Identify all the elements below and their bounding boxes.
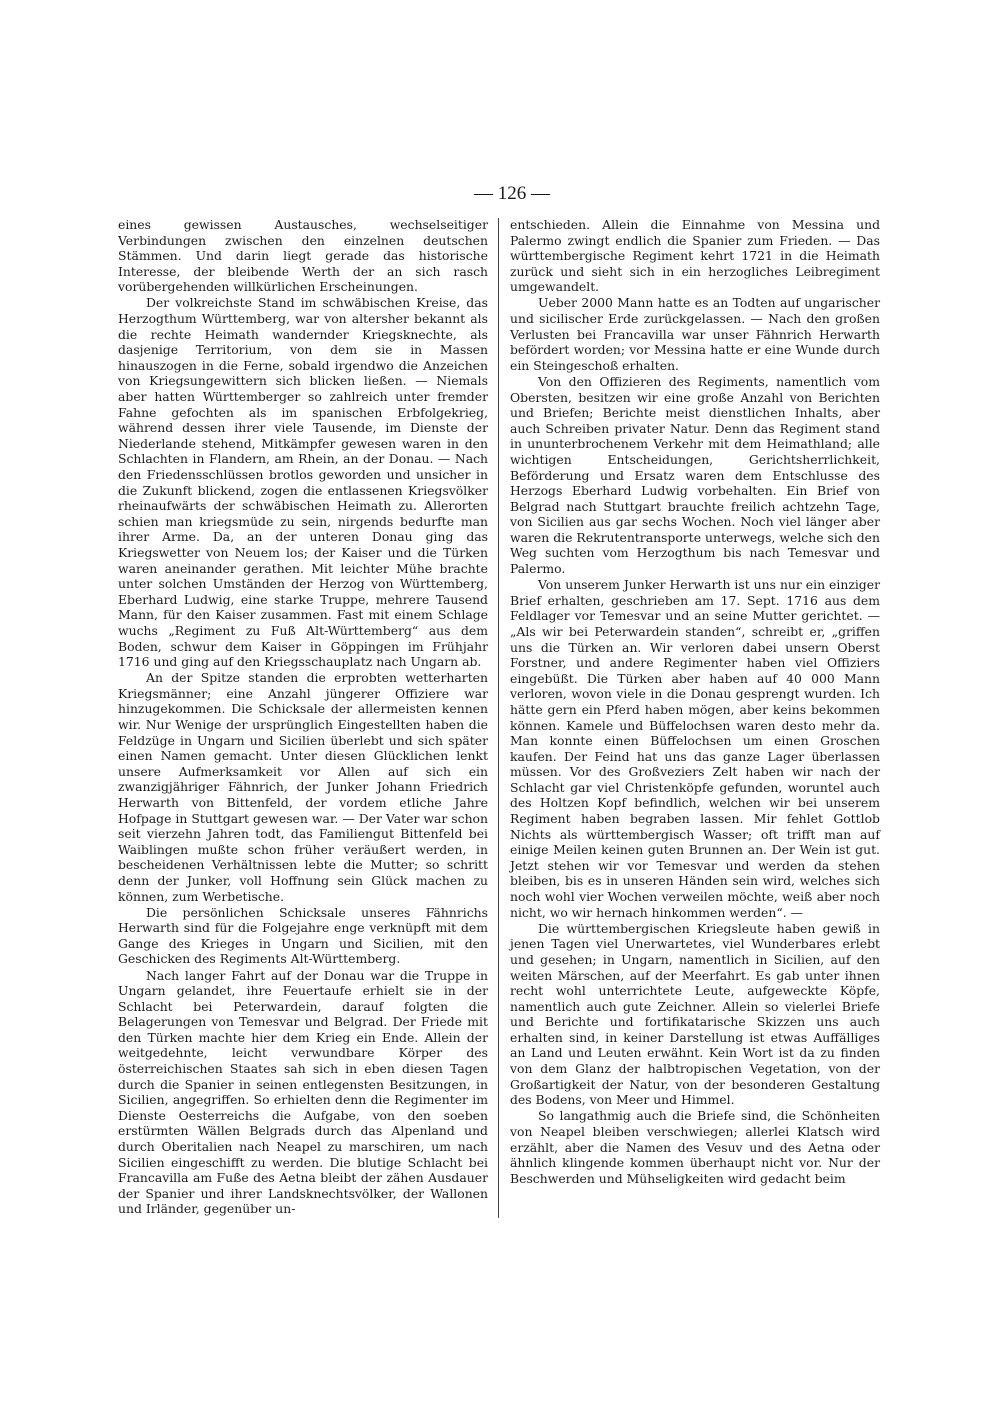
paragraph: Die persönlichen Schicksale unseres Fähnrichs Herwarth sind für die Folgejahre enge verknüpft mit dem Gange des Krieges in Ungarn und Sicilien, mit den Geschicken des Regiments Alt-Württemberg. bbox=[118, 904, 488, 967]
paragraph: Die württembergischen Kriegsleute haben gewiß in jenen Tagen viel Unerwartetes, viel Wunderbares erlebt und gesehen; in Ungarn, namentlich in Sicilien, auf den weiten Märschen, auf der Meerfahrt. Es gab unter ihnen recht wohl unterrichtete Leute, aufgeweckte Köpfe, namentlich auch gute Zeichner. Allein so vielerlei Briefe und Berichte und fortifikatarische Skizzen uns auch erhalten sind, in keiner Darstellung ist etwas Auffälliges an Land und Leuten erwähnt. Kein Wort ist da zu finden von dem Glanz der halbtropischen Vegetation, von der Großartigkeit der Natur, von der besonderen Gestaltung des Bodens, von Meer und Himmel. bbox=[510, 920, 880, 1108]
left-column bbox=[118, 217, 488, 1218]
paragraph: Ueber 2000 Mann hatte es an Todten auf ungarischer und sicilischer Erde zurückgelassen. — Nach den großen Verlusten bei Francavilla war unser Fähnrich Herwarth befördert worden; vor Messina hatte er eine Wunde durch ein Steingeschoß erhalten. bbox=[510, 295, 880, 373]
paragraph: So langathmig auch die Briefe sind, die Schönheiten von Neapel bleiben verschwiegen; allerlei Klatsch wird erzählt, aber die Namen des Vesuv und des Aetna oder ähnlich klingende kommen überhaupt nicht vor. Nur der Beschwerden und Mühseligkeiten wird gedacht beim bbox=[510, 1108, 880, 1186]
paragraph: Nach langer Fahrt auf der Donau war die Truppe in Ungarn gelandet, ihre Feuertaufe erhielt sie in der Schlacht bei Peterwardein, darauf folgten die Belagerungen von Temesvar und Belgrad. Der Friede mit den Türken machte hier dem Krieg ein Ende. Allein der weitgedehnte, leicht verwundbare Körper des österreichischen Staates sah sich in eben diesen Tagen durch die Spanier in seinen entlegensten Besitzungen, in Sicilien, angegriffen. So erhielten denn die Regimenter im Dienste Oesterreichs die Aufgabe, von den soeben erstürmten Wällen Belgrads durch das Alpenland und durch Oberitalien nach Neapel zu marschiren, um nach Sicilien eingeschifft zu werden. Die blutige Schlacht bei Francavilla am Fuße des Aetna bleibt der zähen Ausdauer der Spanier und ihrer Landsknechtsvölker, der Wallonen und Irländer, gegenüber un- bbox=[118, 967, 488, 1217]
right-column bbox=[510, 217, 880, 1187]
paragraph: Von den Offizieren des Regiments, namentlich vom Obersten, besitzen wir eine große Anzahl von Berichten und Briefen; Berichte meist dienstlichen Inhalts, aber auch Schreiben privater Natur. Denn das Regiment stand in ununterbrochenem Verkehr mit dem Heimathland; alle wichtigen Entscheidungen, Gerichtsherrlichkeit, Beförderung und Ersatz waren dem Entschlusse des Herzogs Eberhard Ludwig vorbehalten. Ein Brief von Belgrad nach Stuttgart brauchte freilich achtzehn Tage, von Sicilien aus gar sechs Wochen. Noch viel länger aber waren die Rekrutentransporte unterwegs, welche sich den Weg suchten vom Herzogthum bis nach Temesvar und Palermo. bbox=[510, 373, 880, 577]
paragraph: eines gewissen Austausches, wechselseitiger Verbindungen zwischen den einzelnen deutschen Stämmen. Und darin liegt gerade das historische Interesse, der bleibende Werth der an sich rasch vorübergehenden willkürlichen Erscheinungen. bbox=[118, 217, 488, 295]
paragraph: Der volkreichste Stand im schwäbischen Kreise, das Herzogthum Württemberg, war von altersher bekannt als die rechte Heimath wandernder Kriegsknechte, als dasjenige Territorium, von dem sie in Massen hinauszogen in die Ferne, sobald irgendwo die Anzeichen von Kriegsungewittern sich blicken ließen. — Niemals aber hatten Württemberger so zahlreich unter fremder Fahne gefochten als im spanischen Erbfolgekrieg, während dessen ihrer viele Tausende, im Dienste der Niederlande stehend, Mitkämpfer gewesen waren in den Schlachten in Flandern, am Rhein, an der Donau. — Nach den Friedensschlüssen brotlos geworden und unsicher in die Zukunft blickend, zogen die entlassenen Kriegsvölker rheinaufwärts der schwäbischen Heimath zu. Allerorten schien man kriegsmüde zu sein, nirgends bedurfte man ihrer Arme. Da, an der unteren Donau ging das Kriegswetter von Neuem los; der Kaiser und die Türken waren aneinander gerathen. Mit leichter Mühe brachte unter solchen Umständen der Herzog von Württemberg, Eberhard Ludwig, eine starke Truppe, mehrere Tausend Mann, für den Kaiser zusammen. Fast mit einem Schlage wuchs „Regiment zu Fuß Alt-Württemberg“ aus dem Boden, schwur dem Kaiser in Göppingen im Frühjahr 1716 und ging auf den Kriegsschauplatz nach Ungarn ab. bbox=[118, 295, 488, 670]
paragraph: entschieden. Allein die Einnahme von Messina und Palermo zwingt endlich die Spanier zum Frieden. — Das württembergische Regiment kehrt 1721 in die Heimath zurück und sieht sich in ein herzogliches Leibregiment umgewandelt. bbox=[510, 217, 880, 295]
paragraph: An der Spitze standen die erprobten wetterharten Kriegsmänner; eine Anzahl jüngerer Offiziere war hinzugekommen. Die Schicksale der allermeisten kennen wir. Nur Wenige der ursprünglich Eingestellten haben die Feldzüge in Ungarn und Sicilien überlebt und sich später einen Namen gemacht. Unter diesen Glücklichen lenkt unsere Aufmerksamkeit vor Allen auf sich ein zwanzigjähriger Fähnrich, der Junker Johann Friedrich Herwarth von Bittenfeld, der vordem etliche Jahre Hofpage in Stuttgart gewesen war. — Der Vater war schon seit vierzehn Jahren todt, das Familiengut Bittenfeld bei Waiblingen mußte schon früher veräußert werden, in bescheidenen Verhältnissen lebte die Mutter; so schritt denn der Junker, voll Hoffnung sein Glück machen zu können, zum Werbetische. bbox=[118, 670, 488, 904]
page-number: — 126 — bbox=[474, 183, 550, 204]
paragraph: Von unserem Junker Herwarth ist uns nur ein einziger Brief erhalten, geschrieben am 17. Sept. 1716 aus dem Feldlager vor Temesvar und an seine Mutter gerichtet. — „Als wir bei Peterwardein standen“, schreibt er, „griffen uns die Türken an. Wir verloren dabei unsern Oberst Forstner, und andere Regimenter haben viel Offiziers eingebüßt. Die Türken aber haben auf 40 000 Mann verloren, wovon viele in die Donau gesprengt wurden. Ich hätte gern ein Pferd haben mögen, aber keins bekommen können. Kamele und Büffelochsen waren desto mehr da. Man konnte einen Büffelochsen um einen Groschen kaufen. Der Feind hat uns das ganze Lager überlassen müssen. Vor des Großveziers Zelt haben wir nach der Schlacht gar viel Christenköpfe gefunden, woruntel auch des Holtzen Kopf befindlich, welchen wir bei unserem Regiment haben begraben lassen. Mir fehlet Gottlob Nichts als württembergisch Wasser; oft trifft man auf einige Meilen keinen guten Brunnen an. Der Wein ist gut. Jetzt stehen wir vor Temesvar und werden da stehen bleiben, bis es in unseren Händen sein wird, welches sich noch wohl vier Wochen verweilen möchte, weiß aber noch nicht, wo wir hernach hinkommen werden“. — bbox=[510, 577, 880, 920]
column-divider bbox=[498, 218, 499, 1218]
